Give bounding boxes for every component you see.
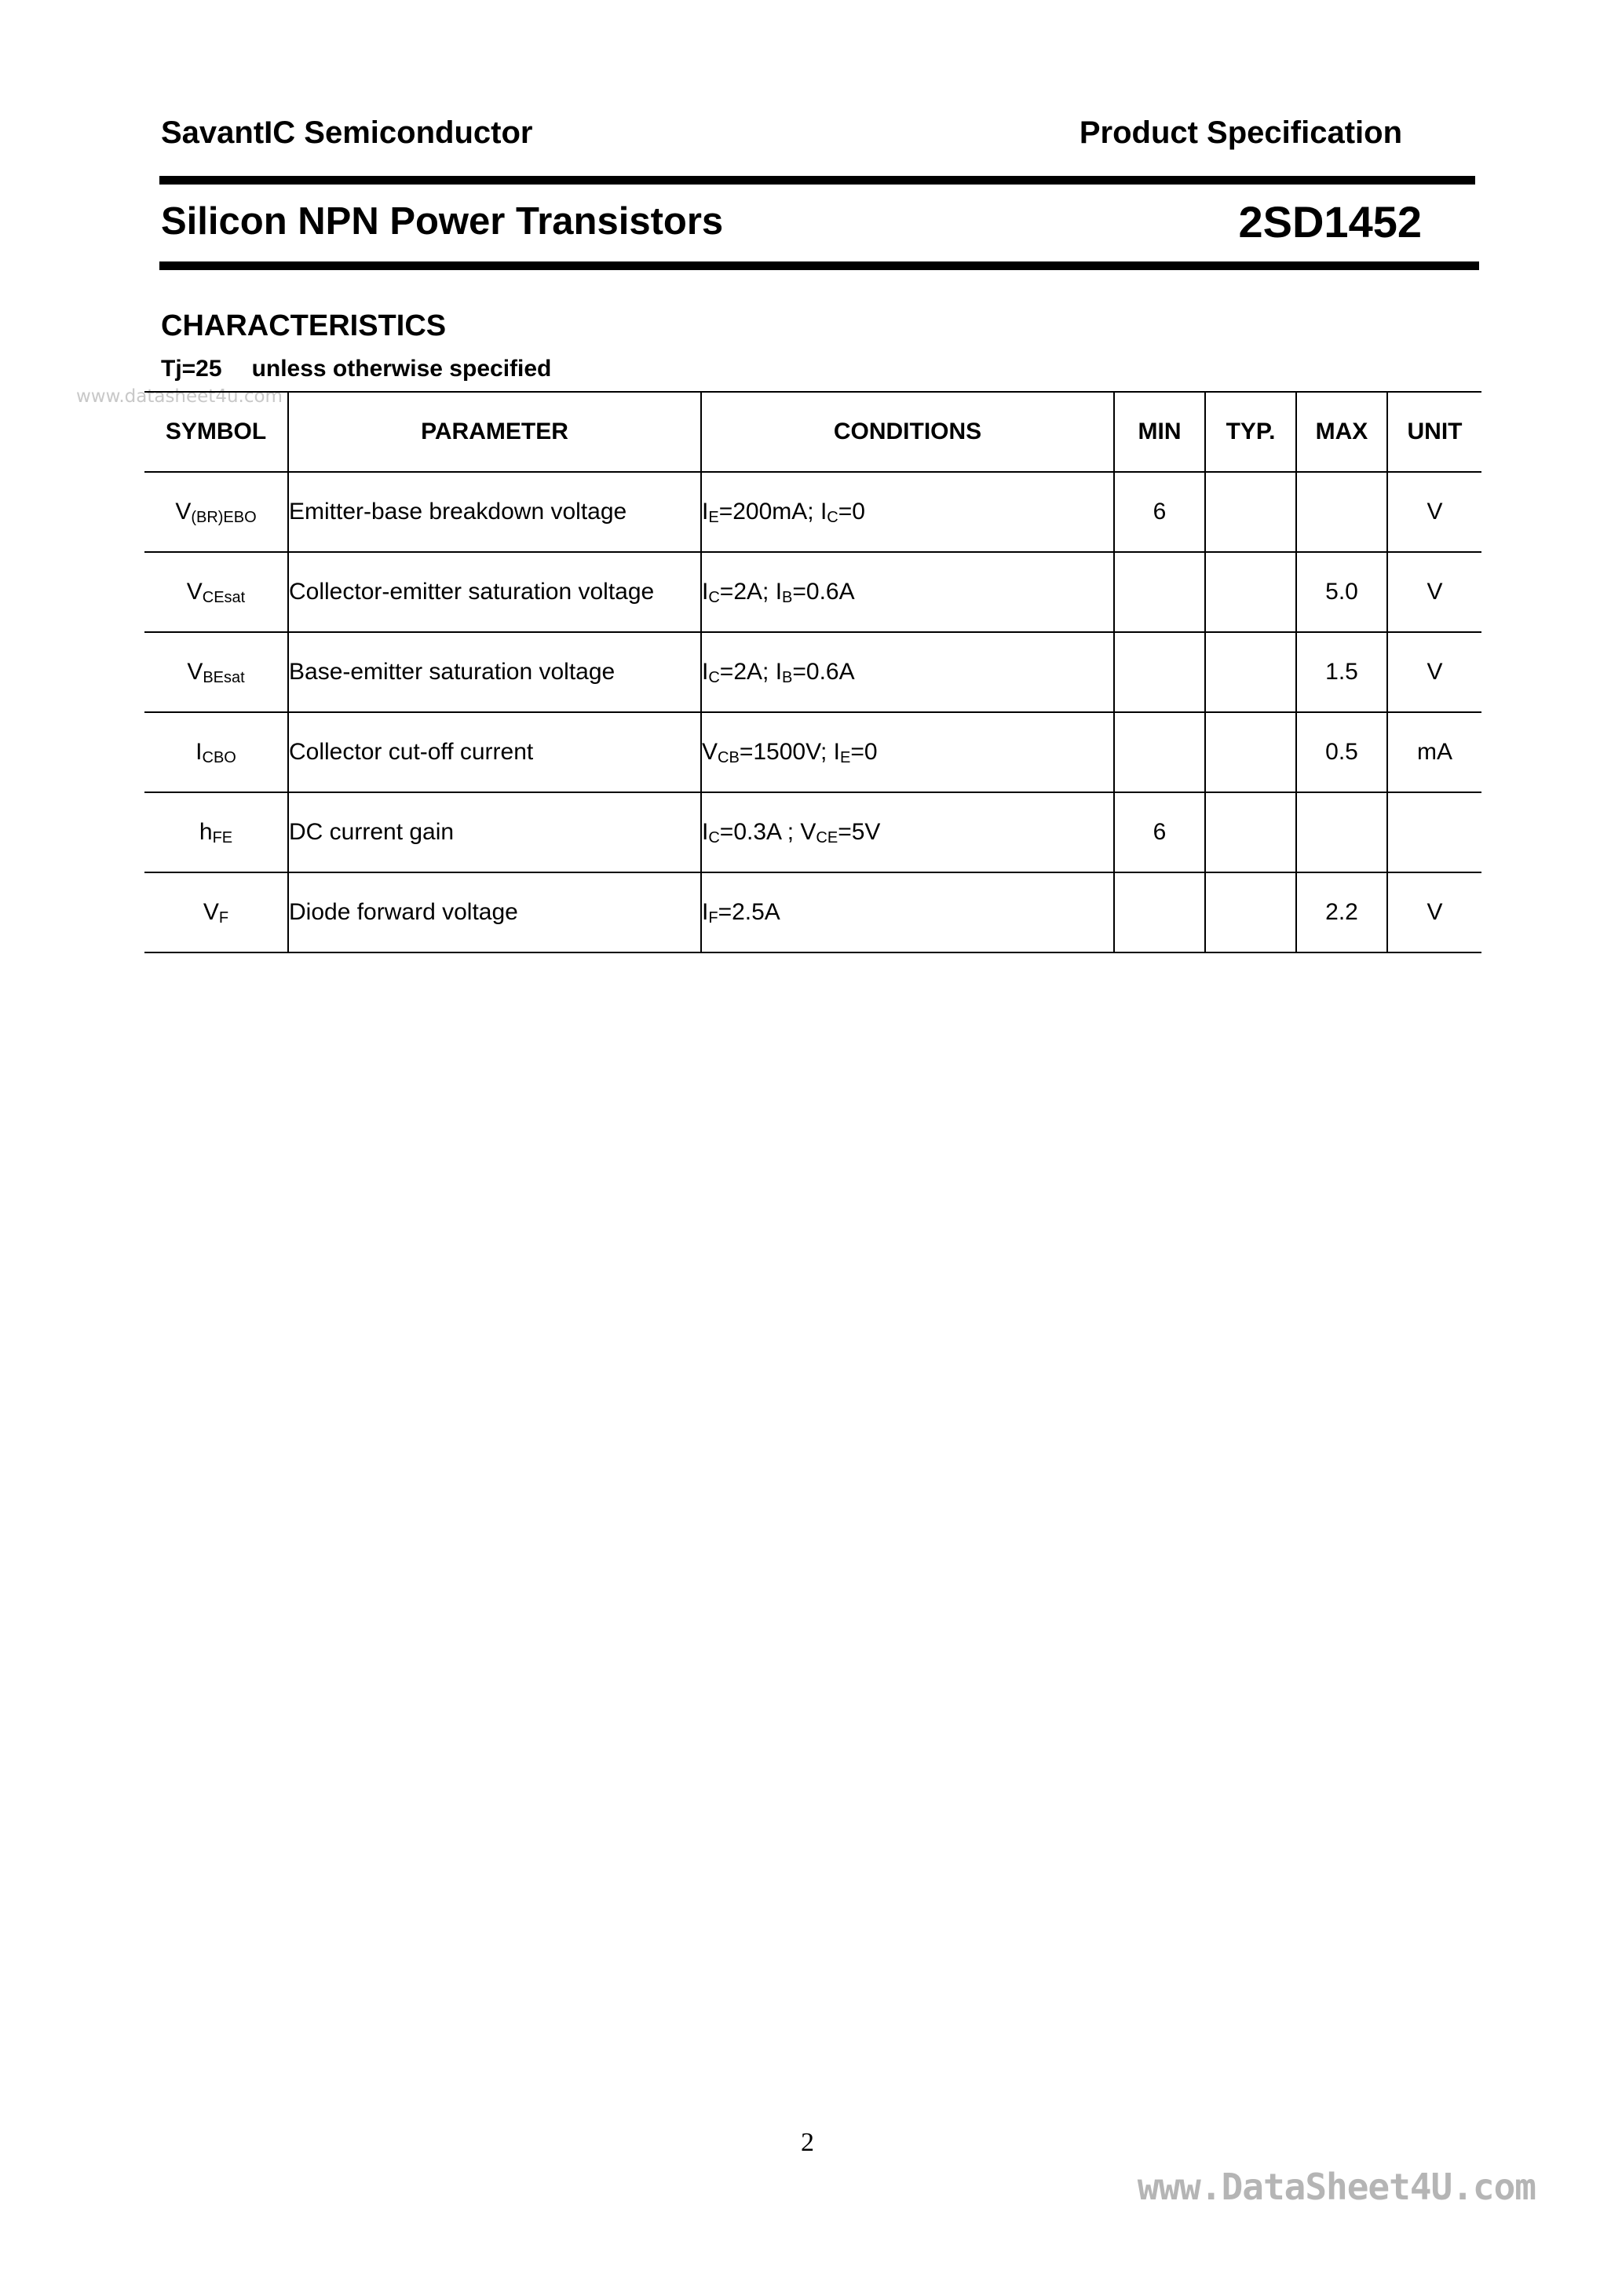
unit-cell [1387,792,1481,872]
condition-text: unless otherwise specified [251,356,552,382]
watermark-small: www.datasheet4u.com [76,386,283,407]
max-cell: 5.0 [1296,552,1387,632]
min-cell [1114,552,1205,632]
condition-subscript: C [708,669,720,686]
table-row [144,632,1481,712]
document-type: Product Specification [1079,115,1402,150]
condition-value: =2.5A [718,899,780,925]
table-row [144,872,1481,952]
watermark-large: www.DataSheet4U.com [1137,2166,1536,2208]
symbol-subscript: FE [212,829,233,846]
section-title: CHARACTERISTICS [161,309,447,342]
min-cell: 6 [1114,792,1205,872]
unit-cell: V [1387,632,1481,712]
condition-subscript: CE [816,829,838,846]
typ-cell [1205,472,1296,552]
typ-cell [1205,552,1296,632]
symbol-base: V [186,579,203,605]
company-name: SavantIC Semiconductor [161,115,533,150]
min-cell: 6 [1114,472,1205,552]
condition-subscript: C [708,589,720,606]
header-rule-top [159,176,1475,185]
condition-subscript: B [782,669,793,686]
characteristics-table [144,391,1481,953]
column-header: UNIT [1387,392,1481,472]
symbol-base: V [175,499,192,525]
symbol-base: V [187,659,203,685]
condition-variable: V [800,819,816,845]
max-cell [1296,792,1387,872]
condition-value: =0.6A [792,579,855,605]
condition-variable: V [702,739,718,765]
conditions-cell [701,712,1114,792]
condition-subscript: F [708,909,718,927]
table-row [144,792,1481,872]
condition-subscript: B [782,589,793,606]
min-cell [1114,632,1205,712]
conditions-cell [701,872,1114,952]
condition-variable: I [833,739,840,765]
symbol-base: h [199,819,213,845]
max-cell: 1.5 [1296,632,1387,712]
parameter-cell: Diode forward voltage [288,872,701,952]
header-rule-bottom [159,261,1479,270]
condition-variable: I [820,499,827,525]
column-header: TYP. [1205,392,1296,472]
condition-subscript: E [839,749,851,766]
condition-variable: I [775,579,783,605]
condition-value: =200mA; [718,499,820,525]
condition-subscript: C [827,509,838,526]
unit-cell: V [1387,472,1481,552]
min-cell [1114,872,1205,952]
column-header: SYMBOL [144,392,288,472]
max-cell [1296,472,1387,552]
symbol-cell [144,552,288,632]
condition-value: =2A; [719,579,776,605]
typ-cell [1205,872,1296,952]
max-cell: 0.5 [1296,712,1387,792]
column-header: PARAMETER [288,392,701,472]
symbol-subscript: CEsat [202,589,246,606]
condition-temperature: Tj=25 [161,356,222,382]
symbol-subscript: BEsat [203,669,245,686]
symbol-subscript: F [218,909,229,927]
typ-cell [1205,792,1296,872]
table-row [144,712,1481,792]
condition-variable: I [702,659,709,685]
symbol-cell [144,792,288,872]
parameter-cell: DC current gain [288,792,701,872]
table-row [144,472,1481,552]
conditions-cell [701,552,1114,632]
table-row [144,552,1481,632]
unit-cell: V [1387,872,1481,952]
min-cell [1114,712,1205,792]
typ-cell [1205,712,1296,792]
part-number: 2SD1452 [1238,197,1422,247]
symbol-base: V [203,899,219,925]
condition-subscript: CB [718,749,740,766]
column-header: CONDITIONS [701,392,1114,472]
parameter-cell: Collector cut-off current [288,712,701,792]
condition-value: =0 [838,499,865,525]
parameter-cell: Base-emitter saturation voltage [288,632,701,712]
condition-subscript: E [708,509,719,526]
condition-value: =1500V; [739,739,834,765]
column-header: MAX [1296,392,1387,472]
parameter-cell: Collector-emitter saturation voltage [288,552,701,632]
product-family-title: Silicon NPN Power Transistors [161,200,724,243]
symbol-cell [144,712,288,792]
max-cell: 2.2 [1296,872,1387,952]
page-number: 2 [801,2128,814,2157]
condition-subscript: C [708,829,720,846]
table-header-row [144,392,1481,472]
conditions-cell [701,792,1114,872]
condition-variable: I [702,819,709,845]
condition-value: =0.6A [792,659,855,685]
condition-variable: I [702,899,709,925]
symbol-subscript: CBO [202,749,236,766]
unit-cell: V [1387,552,1481,632]
condition-value: =2A; [719,659,776,685]
unit-cell: mA [1387,712,1481,792]
condition-value: =0 [850,739,878,765]
symbol-subscript: (BR)EBO [191,509,257,526]
symbol-cell [144,632,288,712]
typ-cell [1205,632,1296,712]
condition-value: =0.3A ; [719,819,801,845]
condition-variable: I [702,579,709,605]
conditions-cell [701,632,1114,712]
conditions-cell [701,472,1114,552]
test-condition-note [161,356,551,382]
condition-variable: I [702,499,709,525]
condition-variable: I [775,659,783,685]
parameter-cell: Emitter-base breakdown voltage [288,472,701,552]
symbol-cell [144,872,288,952]
symbol-cell [144,472,288,552]
column-header: MIN [1114,392,1205,472]
condition-value: =5V [838,819,881,845]
symbol-base: I [195,739,203,765]
